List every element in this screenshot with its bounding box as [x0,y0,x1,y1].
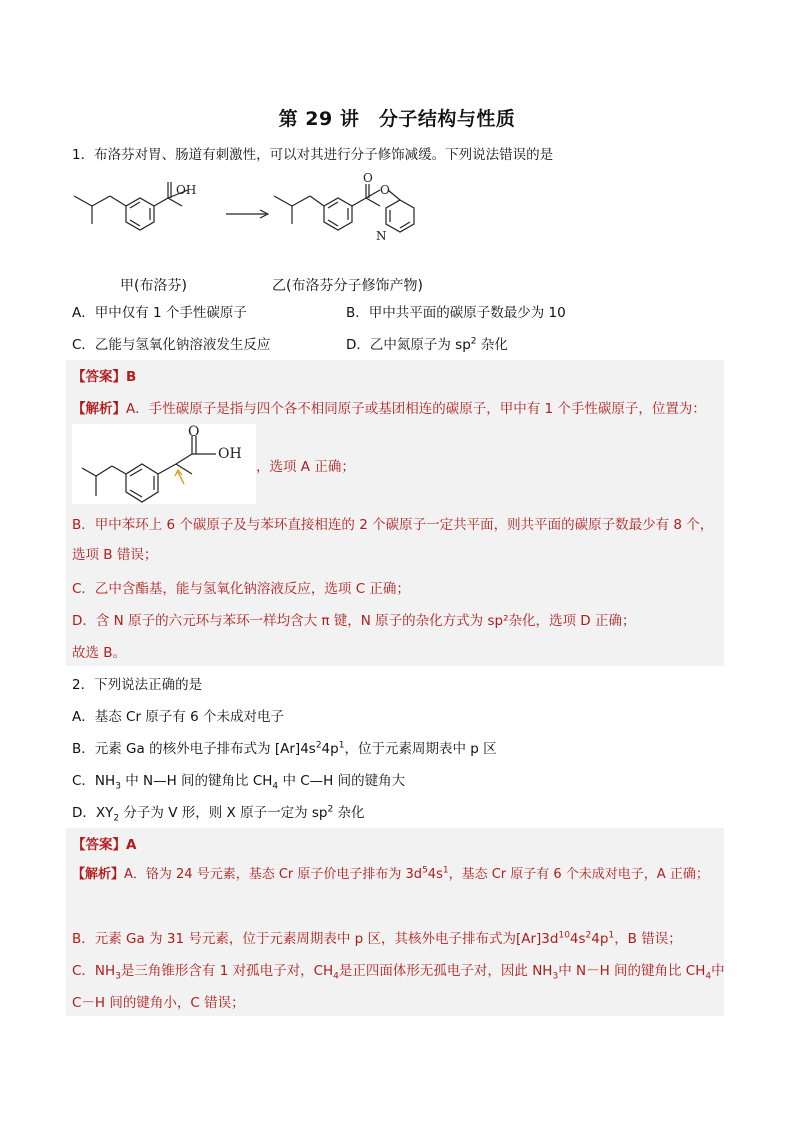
oh-label: OH [176,183,197,197]
q1-analysis-b1: B．甲中苯环上 6 个碳原子及与苯环直接相连的 2 个碳原子一定共平面，则共平面的碳原子数最少有 8 个， [72,517,714,533]
q2-c-mid: 中 N—H 间的键角比 CH [120,773,273,789]
q2-c-sub1: 3 [115,781,121,792]
q1-answer-tag: 【答案】 [72,369,126,385]
q2-b-sup2: 1 [338,740,345,751]
q1-analysis-a-tail: ，选项 A 正确； [256,459,355,475]
q1-option-d [346,336,508,354]
o-label-1: O [363,171,373,185]
q2-c-post: 中 C—H 间的键角大 [278,773,406,789]
caption-yi: 乙(布洛芬分子修饰产物) [272,278,423,294]
q2-an-c-sub1: 3 [115,971,121,982]
q1-answer [72,368,136,386]
q2-an-b-sup3: 1 [608,930,615,941]
q2-option-b [72,740,497,758]
q2-an-c-mid2: 是正四面体形无孤电子对，因此 NH [338,963,553,979]
q2-an-a-sup1: 5 [422,865,428,876]
q2-an-c-post: 中 [711,963,725,979]
q2-stem: 2．下列说法正确的是 [72,677,203,693]
q2-d-pre: D．XY [72,805,114,821]
q1-option-d-sup: 2 [470,336,477,347]
q2-analysis-tag: 【解析】 [72,867,125,882]
q2-d-sub: 2 [113,813,120,824]
q2-an-c-sub4: 4 [705,971,712,982]
q2-an-c-mid3: 中 N－H 间的键角比 CH [558,963,706,979]
q2-analysis-c2: C－H 间的键角小，C 错误； [72,995,245,1011]
page-title: 第 29 讲 分子结构与性质 [278,108,516,130]
q2-option-a: A．基态 Cr 原子有 6 个未成对电子 [72,709,284,725]
q2-b-mid: 4p [321,741,339,757]
q2-analysis-c1 [72,962,725,980]
q2-answer-box [66,828,724,1016]
q2-an-b-mid1: 4s [569,931,586,947]
q2-d-post: 杂化 [333,805,365,821]
q1-option-a: A．甲中仅有 1 个手性碳原子 [72,305,247,321]
q2-an-b-sup1: 10 [558,930,570,941]
q1-option-d-tail: 杂化 [476,337,508,353]
o-label-2: O [380,183,390,197]
q2-answer-value: A [126,837,137,853]
q2-an-b-mid2: 4p [591,931,609,947]
q2-an-c-sub2: 4 [333,971,339,982]
q1-answer-value: B [126,369,137,385]
q2-an-c-mid: 是三角锥形含有 1 对孤电子对，CH [120,963,334,979]
q1-analysis-a-text: A．手性碳原子是指与四个各不相同原子或基团相连的碳原子，甲中有 1 个手性碳原子，位置为： [126,401,706,417]
q1-option-d-text: D．乙中氮原子为 sp [346,337,471,353]
q1-analysis-a [72,400,706,418]
q1-analysis-d: D．含 N 原子的六元环与苯环一样均含大 π 键，N 原子的杂化方式为 sp²杂化，选项 D 正确； [72,613,636,629]
q2-b-pre: B．元素 Ga 的核外电子排布式为 [Ar]4s [72,741,316,757]
q2-an-b-post: ，B 错误； [614,931,682,947]
n-label: N [376,229,387,243]
q2-b-post: ，位于元素周期表中 p 区 [344,741,497,757]
q1-analysis-tag: 【解析】 [72,401,126,417]
q2-analysis-a [72,866,709,884]
q2-c-sub2: 4 [272,781,279,792]
q1-reaction-scheme [66,166,466,266]
q1-analysis-b2: 选项 B 错误； [72,547,158,563]
q2-an-a-post: ，基态 Cr 原子有 6 个未成对电子，A 正确； [448,867,709,882]
q2-answer [72,836,136,854]
q2-an-c-sub3: 3 [552,971,559,982]
q1-conclusion: 故选 B。 [72,645,127,661]
chiral-oh-label: OH [218,446,242,462]
q1-stem: 1．布洛芬对胃、肠道有刺激性，可以对其进行分子修饰减缓。下列说法错误的是 [72,147,554,163]
q2-c-pre: C．NH [72,773,116,789]
q1-option-c: C．乙能与氢氧化钠溶液发生反应 [72,337,271,353]
q1-analysis-c: C．乙中含酯基，能与氢氧化钠溶液反应，选项 C 正确； [72,581,410,597]
q2-answer-tag: 【答案】 [72,837,126,853]
q2-an-a-sup2: 1 [442,865,449,876]
q2-b-sup1: 2 [315,740,322,751]
q2-an-b-sup2: 2 [585,930,592,941]
q2-an-a-mid: 4s [427,867,443,882]
q2-an-b-pre: B．元素 Ga 为 31 号元素，位于元素周期表中 p 区，其核外电子排布式为[Ar]3d [72,931,559,947]
caption-jia: 甲(布洛芬) [120,278,187,294]
q2-analysis-b [72,930,682,948]
q2-d-sup: 2 [327,804,334,815]
chiral-carbon-structure [72,424,256,504]
q2-d-mid: 分子为 V 形，则 X 原子一定为 sp [119,805,328,821]
q2-option-c [72,772,405,790]
q2-an-c-pre: C．NH [72,963,116,979]
q1-option-b: B．甲中共平面的碳原子数最少为 10 [346,305,566,321]
q2-an-a-pre: A．铬为 24 号元素，基态 Cr 原子价电子排布为 3d [124,867,423,882]
chiral-o-label: O [188,424,200,440]
q2-option-d [72,804,365,822]
